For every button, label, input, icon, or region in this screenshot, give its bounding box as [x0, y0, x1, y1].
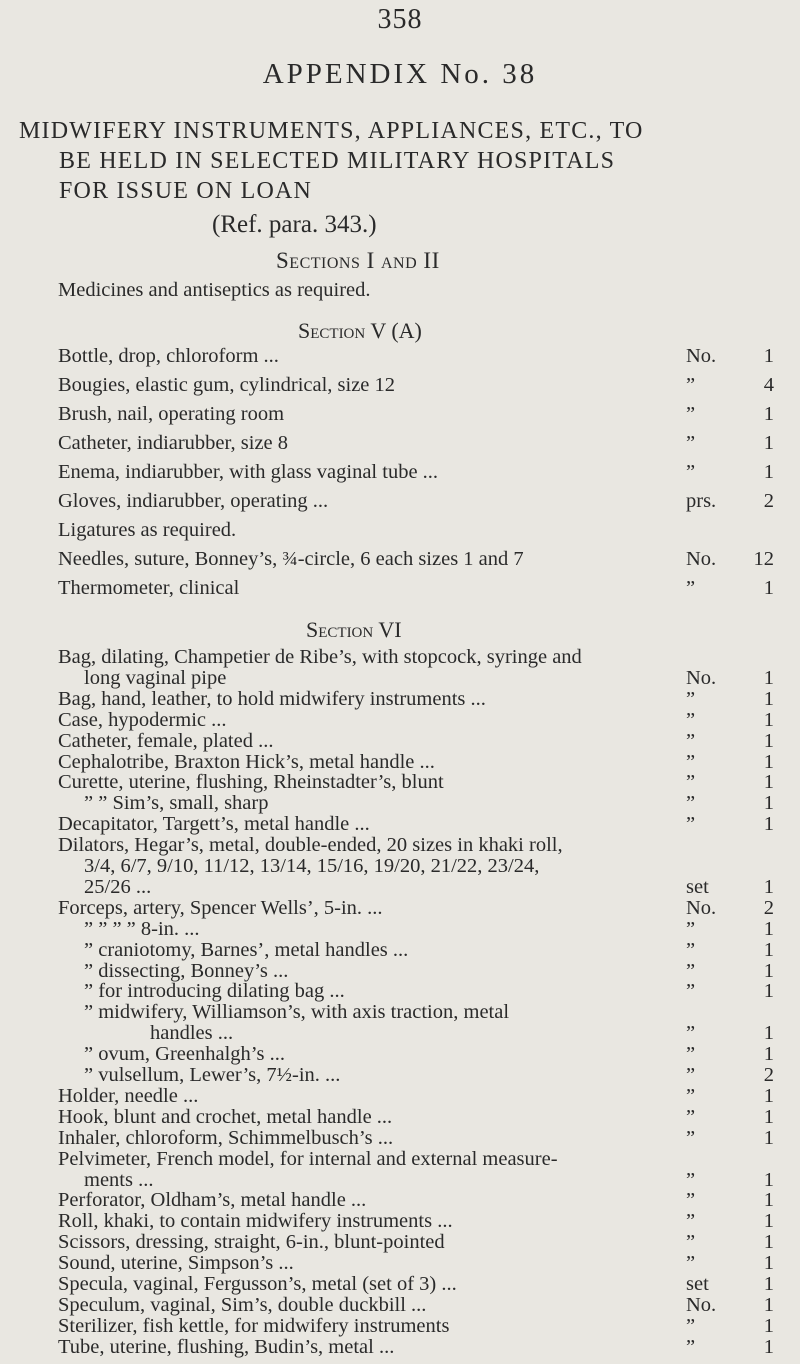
item-quantity: 1 — [763, 1022, 774, 1045]
item-quantity: 1 — [763, 1189, 774, 1212]
title-line-2: BE HELD IN SELECTED MILITARY HOSPITALS — [59, 148, 616, 174]
section-va-heading: Section V (A) — [298, 318, 422, 343]
list-item — [0, 403, 800, 431]
item-quantity: 1 — [763, 771, 774, 794]
item-description: Gloves, indiarubber, operating ... — [58, 490, 329, 512]
item-description: Holder, needle ... — [58, 1084, 199, 1107]
item-description: Scissors, dressing, straight, 6-in., blunt-pointed — [58, 1231, 445, 1254]
item-unit: ” — [686, 771, 696, 794]
item-quantity: 1 — [763, 1293, 774, 1316]
item-description: Ligatures as required. — [58, 519, 237, 541]
item-description: Brush, nail, operating room — [58, 403, 285, 425]
item-description: Decapitator, Targett’s, metal handle ... — [58, 813, 370, 836]
title-line-1: MIDWIFERY INSTRUMENTS, APPLIANCES, ETC., TO — [19, 118, 644, 144]
item-unit: ” — [686, 750, 696, 773]
item-description: Sound, uterine, Simpson’s ... — [58, 1252, 294, 1275]
item-description: Sterilizer, fish kettle, for midwifery instruments — [58, 1314, 450, 1337]
item-quantity: 12 — [753, 548, 774, 570]
item-description: Tube, uterine, flushing, Budin’s, metal ... — [58, 1335, 395, 1358]
item-unit: No. — [686, 548, 717, 570]
appendix-heading: APPENDIX No. 38 — [262, 58, 538, 90]
list-item — [0, 490, 800, 518]
item-quantity: 1 — [763, 875, 774, 898]
item-quantity: 1 — [763, 1252, 774, 1275]
item-description: ” ” Sim’s, small, sharp — [84, 792, 269, 815]
item-quantity: 1 — [763, 432, 774, 454]
item-description: ” dissecting, Bonney’s ... — [84, 959, 289, 982]
item-unit: ” — [686, 959, 696, 982]
list-item — [0, 1336, 800, 1364]
medicines-note: Medicines and antiseptics as required. — [58, 279, 371, 301]
item-quantity: 1 — [763, 461, 774, 483]
item-description: Pelvimeter, French model, for internal and external measure- — [58, 1147, 558, 1170]
item-quantity: 1 — [763, 1168, 774, 1191]
item-description: Needles, suture, Bonney’s, ¾-circle, 6 each sizes 1 and 7 — [58, 548, 524, 570]
item-unit: ” — [686, 938, 696, 961]
item-quantity: 1 — [763, 666, 774, 689]
item-unit: ” — [686, 813, 696, 836]
item-quantity: 1 — [763, 577, 774, 599]
item-quantity: 1 — [763, 1126, 774, 1149]
item-quantity: 1 — [763, 980, 774, 1003]
item-unit: No. — [686, 896, 717, 919]
item-description: Bottle, drop, chloroform ... — [58, 345, 279, 367]
item-quantity: 1 — [763, 1231, 774, 1254]
item-unit: set — [686, 1273, 709, 1295]
item-description: Forceps, artery, Spencer Wells’, 5-in. ... — [58, 896, 383, 919]
item-quantity: 1 — [763, 345, 774, 367]
list-item — [0, 432, 800, 460]
item-unit: ” — [686, 729, 696, 752]
item-description: ” vulsellum, Lewer’s, 7½-in. ... — [84, 1064, 341, 1086]
item-description: Roll, khaki, to contain midwifery instruments ... — [58, 1210, 453, 1233]
item-unit: ” — [686, 403, 696, 425]
item-unit: ” — [686, 1126, 696, 1149]
list-item — [0, 345, 800, 373]
item-quantity: 1 — [763, 1210, 774, 1233]
item-unit: ” — [686, 1252, 696, 1275]
item-unit: set — [686, 875, 709, 898]
item-unit: ” — [686, 432, 696, 454]
item-unit: ” — [686, 1043, 696, 1066]
item-quantity: 1 — [763, 1043, 774, 1066]
item-description: Speculum, vaginal, Sim’s, double duckbill ... — [58, 1293, 427, 1316]
item-description: Case, hypodermic ... — [58, 708, 227, 731]
item-description: ” craniotomy, Barnes’, metal handles ... — [84, 938, 409, 961]
item-unit: ” — [686, 792, 696, 815]
item-description: long vaginal pipe — [84, 666, 227, 689]
item-description: Curette, uterine, flushing, Rheinstadter’s, blunt — [58, 771, 444, 794]
item-unit: ” — [686, 708, 696, 731]
title-line-3: FOR ISSUE ON LOAN — [59, 178, 313, 204]
item-quantity: 2 — [763, 1064, 774, 1086]
item-description: Dilators, Hegar’s, metal, double-ended, 20 sizes in khaki roll, — [58, 834, 563, 857]
item-description: Cephalotribe, Braxton Hick’s, metal handle ... — [58, 750, 435, 773]
item-description: Bag, hand, leather, to hold midwifery instruments ... — [58, 687, 486, 710]
item-unit: No. — [686, 1293, 717, 1316]
item-description: Hook, blunt and crochet, metal handle ... — [58, 1105, 393, 1128]
item-description: ” ” ” ” 8-in. ... — [84, 917, 200, 940]
item-quantity: 1 — [763, 1273, 774, 1295]
item-unit: ” — [686, 1105, 696, 1128]
page-number: 358 — [377, 4, 423, 35]
item-description: Inhaler, chloroform, Schimmelbusch’s ... — [58, 1126, 394, 1149]
item-quantity: 1 — [763, 1335, 774, 1358]
item-description: handles ... — [150, 1022, 234, 1045]
item-unit: No. — [686, 345, 717, 367]
item-unit: ” — [686, 461, 696, 483]
item-unit: ” — [686, 687, 696, 710]
item-quantity: 1 — [763, 729, 774, 752]
list-item — [0, 519, 800, 547]
item-unit: ” — [686, 374, 696, 396]
item-quantity: 1 — [763, 917, 774, 940]
item-quantity: 1 — [763, 1084, 774, 1107]
item-description: ” midwifery, Williamson’s, with axis traction, metal — [84, 1001, 510, 1024]
item-unit: ” — [686, 1064, 696, 1086]
item-quantity: 1 — [763, 687, 774, 710]
item-quantity: 4 — [763, 374, 774, 396]
list-item — [0, 548, 800, 576]
item-quantity: 1 — [763, 792, 774, 815]
list-item — [0, 577, 800, 605]
section-vi-heading: Section VI — [306, 617, 402, 642]
list-item — [0, 461, 800, 489]
item-description: Perforator, Oldham’s, metal handle ... — [58, 1189, 367, 1212]
item-quantity: 1 — [763, 708, 774, 731]
item-description: ” ovum, Greenhalgh’s ... — [84, 1043, 285, 1066]
item-quantity: 1 — [763, 813, 774, 836]
item-quantity: 1 — [763, 750, 774, 773]
item-unit: ” — [686, 1231, 696, 1254]
item-quantity: 1 — [763, 959, 774, 982]
item-quantity: 2 — [763, 896, 774, 919]
item-quantity: 1 — [763, 403, 774, 425]
item-unit: No. — [686, 666, 717, 689]
item-description: Specula, vaginal, Fergusson’s, metal (set of 3) ... — [58, 1273, 457, 1295]
item-unit: ” — [686, 1168, 696, 1191]
item-description: 25/26 ... — [84, 875, 152, 898]
item-description: Thermometer, clinical — [58, 577, 240, 599]
item-unit: ” — [686, 1189, 696, 1212]
list-item — [0, 374, 800, 402]
item-description: ments ... — [84, 1168, 154, 1191]
item-description: Bougies, elastic gum, cylindrical, size 12 — [58, 374, 396, 396]
item-unit: prs. — [686, 490, 717, 512]
item-unit: ” — [686, 1335, 696, 1358]
item-quantity: 1 — [763, 1314, 774, 1337]
item-unit: ” — [686, 1084, 696, 1107]
item-unit: ” — [686, 1210, 696, 1233]
item-unit: ” — [686, 980, 696, 1003]
item-description: Catheter, female, plated ... — [58, 729, 274, 752]
item-unit: ” — [686, 1022, 696, 1045]
sections-heading: Sections I and II — [276, 248, 440, 273]
item-unit: ” — [686, 1314, 696, 1337]
item-quantity: 1 — [763, 1105, 774, 1128]
item-description: ” for introducing dilating bag ... — [84, 980, 345, 1003]
item-unit: ” — [686, 917, 696, 940]
reference: (Ref. para. 343.) — [212, 211, 377, 238]
item-unit: ” — [686, 577, 696, 599]
item-description: Enema, indiarubber, with glass vaginal tube ... — [58, 461, 439, 483]
item-quantity: 1 — [763, 938, 774, 961]
item-quantity: 2 — [763, 490, 774, 512]
item-description: 3/4, 6/7, 9/10, 11/12, 13/14, 15/16, 19/20, 21/22, 23/24, — [84, 855, 540, 877]
item-description: Catheter, indiarubber, size 8 — [58, 432, 289, 454]
item-description: Bag, dilating, Champetier de Ribe’s, with stopcock, syringe and — [58, 646, 582, 668]
